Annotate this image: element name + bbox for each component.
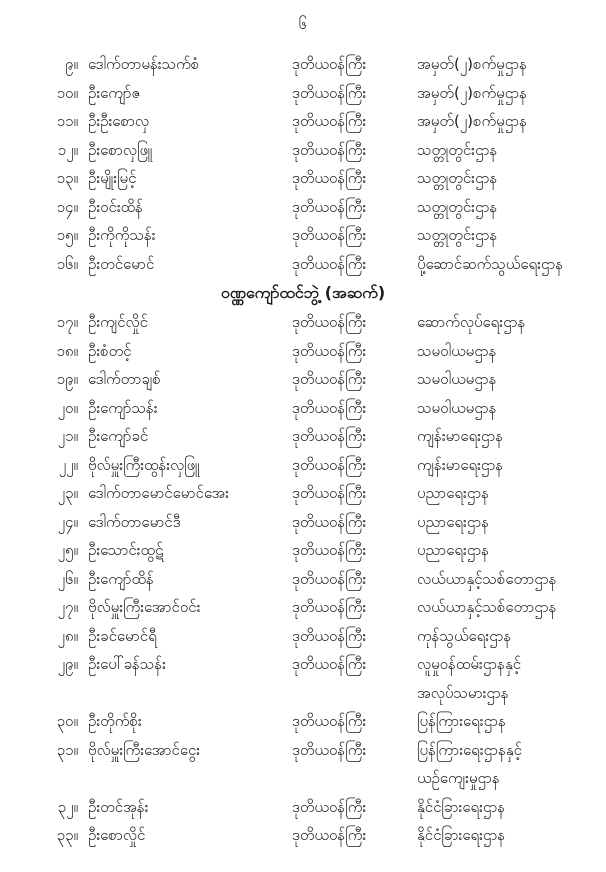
department-name bbox=[417, 793, 592, 822]
department-name bbox=[417, 593, 592, 622]
department-name bbox=[417, 136, 592, 165]
department-name bbox=[417, 736, 592, 793]
table-row bbox=[0, 394, 606, 423]
department-name bbox=[417, 479, 592, 508]
department-line2: အလုပ်သမားဌာန bbox=[417, 683, 509, 702]
table-row bbox=[0, 622, 606, 651]
position-title: ဒုတိယဝန်ကြီး bbox=[292, 541, 367, 559]
table-row bbox=[0, 707, 606, 736]
table-row bbox=[0, 79, 606, 108]
position-title: ဒုတိယဝန်ကြီး bbox=[292, 55, 367, 73]
recipient-name: ဦးပေါ်ခန်သန်း bbox=[88, 655, 166, 673]
department-name bbox=[417, 422, 592, 451]
row-number: ၂၄။ bbox=[57, 512, 78, 531]
recipient-name: ဦးတင်အုန်း bbox=[88, 797, 149, 816]
department-name bbox=[417, 565, 592, 594]
position-title: ဒုတိယဝန်ကြီး bbox=[292, 254, 367, 273]
department-name bbox=[417, 221, 592, 250]
recipient-name: ဦးကျော်သန်း bbox=[88, 398, 158, 417]
row-number: ၂၂။ bbox=[58, 455, 78, 474]
recipient-name: ဦးခင်မောင်ရီ bbox=[88, 626, 157, 645]
position-title: ဒုတိယဝန်ကြီး bbox=[292, 112, 367, 130]
recipient-name: ဗိုလ်မှူးကြီးထွန်းလှဖြူ bbox=[88, 455, 200, 474]
department-line1: ပြန်ကြားရေးဌာန bbox=[417, 712, 506, 730]
row-number: ၁၅။ bbox=[56, 226, 78, 244]
position-title: ဒုတိယဝန်ကြီး bbox=[292, 83, 367, 102]
row-number: ၂၀။ bbox=[57, 398, 78, 417]
position-title: ဒုတိယဝန်ကြီး bbox=[292, 712, 367, 730]
department-name bbox=[417, 164, 592, 193]
row-number: ၁၀။ bbox=[56, 83, 78, 102]
position-title: ဒုတိယဝန်ကြီး bbox=[292, 740, 367, 759]
department-name bbox=[417, 650, 592, 707]
row-number: ၁၄။ bbox=[56, 197, 78, 216]
table-row bbox=[0, 536, 606, 565]
table-row bbox=[0, 107, 606, 136]
table-row bbox=[0, 337, 606, 366]
row-number: ၁၂။ bbox=[57, 140, 78, 159]
department-line1: ကျန်းမာရေးဌာန bbox=[417, 455, 504, 474]
row-number: ၉။ bbox=[65, 55, 78, 73]
table-row bbox=[0, 821, 606, 850]
department-name bbox=[417, 707, 592, 736]
position-title: ဒုတိယဝန်ကြီး bbox=[292, 455, 367, 474]
department-line1: အမှတ်(၂)စက်မှုဌာန bbox=[417, 55, 527, 73]
award-list-top bbox=[0, 50, 606, 278]
department-line1: နိုင်ငံခြားရေးဌာန bbox=[417, 797, 506, 816]
row-number: ၂၆။ bbox=[57, 569, 78, 588]
row-number: ၁၈။ bbox=[56, 341, 78, 360]
row-number: ၃၂။ bbox=[57, 797, 78, 816]
row-number: ၂၇။ bbox=[57, 598, 78, 616]
department-line1: သမဝါယမဌာန bbox=[417, 370, 497, 388]
row-number: ၃၀။ bbox=[56, 712, 78, 730]
position-title: ဒုတိယဝန်ကြီး bbox=[292, 226, 367, 244]
department-line1: ပညာရေးဌာန bbox=[417, 484, 490, 502]
position-title: ဒုတိယဝန်ကြီး bbox=[292, 826, 367, 844]
table-row bbox=[0, 793, 606, 822]
recipient-name: ဗိုလ်မှူးကြီးအောင်ငွေး bbox=[88, 740, 201, 759]
department-name bbox=[417, 451, 592, 480]
position-title: ဒုတိယဝန်ကြီး bbox=[292, 313, 367, 331]
position-title: ဒုတိယဝန်ကြီး bbox=[292, 626, 367, 645]
award-list-bottom bbox=[0, 308, 606, 850]
recipient-name: ဦးကျော်ခင် bbox=[88, 427, 149, 445]
position-title: ဒုတိယဝန်ကြီး bbox=[292, 427, 367, 445]
table-row bbox=[0, 193, 606, 222]
row-number: ၂၁။ bbox=[57, 427, 78, 445]
recipient-name: ဦးဝင်းထိန် bbox=[88, 197, 143, 216]
department-name bbox=[417, 508, 592, 537]
table-row bbox=[0, 451, 606, 480]
position-title: ဒုတိယဝန်ကြီး bbox=[292, 341, 367, 360]
row-number: ၃၁။ bbox=[56, 740, 78, 759]
recipient-name: ဒေါက်တာချစ် bbox=[88, 370, 161, 388]
department-line1: ပို့ဆောင်ဆက်သွယ်ရေးဌာန bbox=[417, 254, 564, 273]
position-title: ဒုတိယဝန်ကြီး bbox=[292, 398, 367, 417]
recipient-name: ဒေါက်တာမန်းသက်စံ bbox=[88, 55, 200, 73]
department-line1: သတ္တုတွင်းဌာန bbox=[417, 226, 498, 244]
department-line1: သမဝါယမဌာန bbox=[417, 398, 497, 417]
department-line1: လူမှုဝန်ထမ်းဌာနနှင့် bbox=[417, 655, 522, 673]
department-name bbox=[417, 821, 592, 850]
recipient-name: ဦးကိုကိုသန်း bbox=[88, 226, 156, 244]
department-line1: ဆောက်လုပ်ရေးဌာန bbox=[417, 313, 526, 331]
recipient-name: ဦးတိုက်စိုး bbox=[88, 712, 142, 730]
table-row bbox=[0, 221, 606, 250]
recipient-name: ဦးမျိုးမြင့် bbox=[88, 169, 137, 187]
position-title: ဒုတိယဝန်ကြီး bbox=[292, 370, 367, 388]
table-row bbox=[0, 650, 606, 707]
section-header: ဝဏ္ဏကျော်ထင်ဘွဲ့ (အဆက်) bbox=[220, 283, 386, 302]
department-line1: လယ်ယာနှင့်သစ်တောဌာန bbox=[417, 569, 557, 588]
row-number: ၁၁။ bbox=[56, 112, 78, 130]
department-name bbox=[417, 50, 592, 79]
department-line1: သတ္တုတွင်းဌာန bbox=[417, 140, 498, 159]
department-name bbox=[417, 79, 592, 108]
department-name bbox=[417, 622, 592, 651]
recipient-name: ဦးကျော်ထိန် bbox=[88, 569, 154, 588]
row-number: ၁၆။ bbox=[56, 254, 78, 273]
table-row bbox=[0, 508, 606, 537]
recipient-name: ဗိုလ်မှူးကြီးအောင်ဝင်း bbox=[88, 598, 201, 616]
recipient-name: ဒေါက်တာမောင်မောင်အေး bbox=[88, 484, 229, 502]
department-name bbox=[417, 337, 592, 366]
recipient-name: ဦးကျော်ဇ bbox=[88, 83, 141, 102]
table-row bbox=[0, 479, 606, 508]
row-number: ၁၇။ bbox=[56, 313, 78, 331]
recipient-name: ဦးကျင်လှိုင် bbox=[88, 313, 148, 331]
recipient-name: ဦးစောလှဖြူ bbox=[88, 140, 153, 159]
row-number: ၂၈။ bbox=[57, 626, 78, 645]
row-number: ၁၃။ bbox=[56, 169, 78, 187]
position-title: ဒုတိယဝန်ကြီး bbox=[292, 140, 367, 159]
recipient-name: ဦးစောလှိုင် bbox=[88, 826, 146, 844]
department-line1: အမှတ်(၂)စက်မှုဌာန bbox=[417, 112, 527, 130]
table-row bbox=[0, 736, 606, 793]
table-row bbox=[0, 565, 606, 594]
department-line1: ပညာရေးဌာန bbox=[417, 512, 490, 531]
department-line1: လယ်ယာနှင့်သစ်တောဌာန bbox=[417, 598, 557, 616]
recipient-name: ဒေါက်တာမောင်ဒီ bbox=[88, 512, 181, 531]
department-name bbox=[417, 193, 592, 222]
position-title: ဒုတိယဝန်ကြီး bbox=[292, 484, 367, 502]
position-title: ဒုတိယဝန်ကြီး bbox=[292, 797, 367, 816]
department-line1: ပြန်ကြားရေးဌာနနှင့် bbox=[417, 740, 522, 759]
position-title: ဒုတိယဝန်ကြီး bbox=[292, 598, 367, 616]
row-number: ၂၅။ bbox=[57, 541, 78, 559]
table-row bbox=[0, 164, 606, 193]
department-line1: အမှတ်(၂)စက်မှုဌာန bbox=[417, 83, 527, 102]
position-title: ဒုတိယဝန်ကြီး bbox=[292, 197, 367, 216]
department-line1: သမဝါယမဌာန bbox=[417, 341, 497, 360]
table-row bbox=[0, 422, 606, 451]
table-row bbox=[0, 136, 606, 165]
recipient-name: ဦးစံတင့် bbox=[88, 341, 132, 360]
page-number: ၆ bbox=[298, 15, 308, 33]
department-name bbox=[417, 308, 592, 337]
position-title: ဒုတိယဝန်ကြီး bbox=[292, 655, 367, 673]
table-row bbox=[0, 250, 606, 279]
department-name bbox=[417, 250, 592, 279]
department-line1: သတ္တုတွင်းဌာန bbox=[417, 197, 498, 216]
department-line1: နိုင်ငံခြားရေးဌာန bbox=[417, 826, 506, 844]
position-title: ဒုတိယဝန်ကြီး bbox=[292, 512, 367, 531]
department-line1: ကုန်သွယ်ရေးဌာန bbox=[417, 626, 512, 645]
department-line1: ကျန်းမာရေးဌာန bbox=[417, 427, 504, 445]
recipient-name: ဦးသောင်းထွဋ် bbox=[88, 541, 164, 559]
row-number: ၂၃။ bbox=[57, 484, 78, 502]
department-line1: သတ္တုတွင်းဌာန bbox=[417, 169, 498, 187]
table-row bbox=[0, 308, 606, 337]
department-line2: ယဉ်ကျေးမှုဌာန bbox=[417, 769, 500, 787]
row-number: ၁၉။ bbox=[56, 370, 78, 388]
position-title: ဒုတိယဝန်ကြီး bbox=[292, 569, 367, 588]
department-name bbox=[417, 365, 592, 394]
table-row bbox=[0, 593, 606, 622]
recipient-name: ဦးဦးစောလှ bbox=[88, 112, 150, 130]
department-name bbox=[417, 536, 592, 565]
table-row bbox=[0, 50, 606, 79]
department-name bbox=[417, 394, 592, 423]
recipient-name: ဦးတင်မောင် bbox=[88, 254, 155, 273]
department-line1: ပညာရေးဌာန bbox=[417, 541, 490, 559]
table-row bbox=[0, 365, 606, 394]
row-number: ၂၉။ bbox=[57, 655, 78, 673]
row-number: ၃၃။ bbox=[56, 826, 78, 844]
department-name bbox=[417, 107, 592, 136]
position-title: ဒုတိယဝန်ကြီး bbox=[292, 169, 367, 187]
